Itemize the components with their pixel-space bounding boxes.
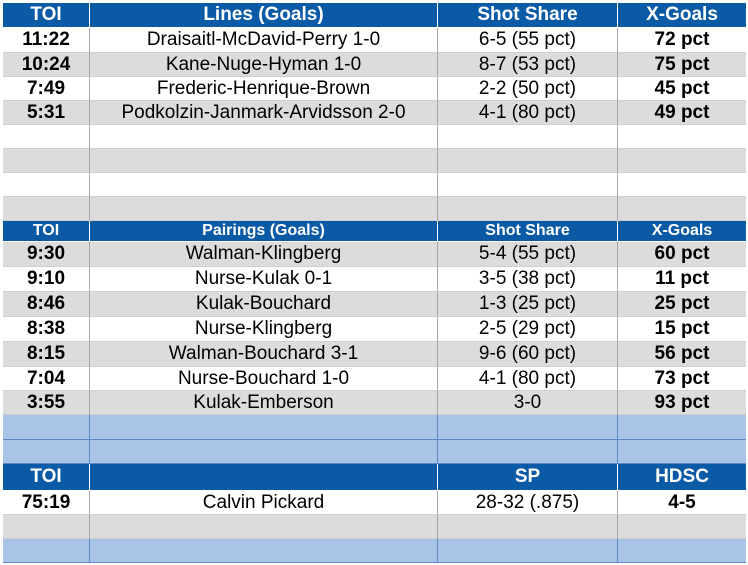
shot-share-cell: 4-1 (80 pct): [438, 367, 618, 391]
empty-cell: [90, 415, 438, 440]
line-cell: Podkolzin-Janmark-Arvidsson 2-0: [90, 101, 438, 125]
empty-row: [3, 440, 746, 464]
toi-cell: 7:04: [3, 367, 90, 391]
goalie-header-name: [90, 464, 438, 491]
empty-row: [3, 125, 746, 149]
shot-share-cell: 3-5 (38 pct): [438, 267, 618, 292]
x-goals-cell: 11 pct: [618, 267, 746, 292]
table-row: [3, 391, 746, 415]
empty-cell: [3, 515, 90, 539]
empty-cell: [3, 440, 90, 464]
empty-cell: [3, 173, 90, 197]
x-goals-cell: 60 pct: [618, 242, 746, 267]
x-goals-cell: 45 pct: [618, 77, 746, 101]
lines-header-x-goals: X-Goals: [618, 3, 746, 28]
lines-header-lines: Lines (Goals): [90, 3, 438, 28]
x-goals-cell: 56 pct: [618, 342, 746, 367]
empty-row: [3, 173, 746, 197]
toi-cell: 10:24: [3, 53, 90, 77]
table-row: [3, 101, 746, 125]
toi-cell: 3:55: [3, 391, 90, 415]
pairings-header-pairings: Pairings (Goals): [90, 221, 438, 242]
empty-cell: [90, 515, 438, 539]
toi-cell: 75:19: [3, 491, 90, 515]
empty-cell: [438, 539, 618, 563]
goalie-name-cell: Calvin Pickard: [90, 491, 438, 515]
stats-table: [3, 3, 746, 563]
pairing-cell: Walman-Klingberg: [90, 242, 438, 267]
goalie-header-hdsc: HDSC: [618, 464, 746, 491]
shot-share-cell: 3-0: [438, 391, 618, 415]
empty-cell: [90, 173, 438, 197]
empty-row: [3, 149, 746, 173]
pairing-cell: Nurse-Kulak 0-1: [90, 267, 438, 292]
table-row: [3, 53, 746, 77]
shot-share-cell: 5-4 (55 pct): [438, 242, 618, 267]
lines-header-toi: TOI: [3, 3, 90, 28]
x-goals-cell: 75 pct: [618, 53, 746, 77]
pairing-cell: Nurse-Bouchard 1-0: [90, 367, 438, 391]
shot-share-cell: 2-5 (29 pct): [438, 317, 618, 342]
table-row: [3, 267, 746, 292]
pairings-header-row: [3, 221, 746, 242]
shot-share-cell: 8-7 (53 pct): [438, 53, 618, 77]
empty-cell: [3, 539, 90, 563]
x-goals-cell: 49 pct: [618, 101, 746, 125]
empty-cell: [438, 440, 618, 464]
empty-row: [3, 539, 746, 563]
pairing-cell: Kulak-Bouchard: [90, 292, 438, 317]
shot-share-cell: 4-1 (80 pct): [438, 101, 618, 125]
toi-cell: 9:30: [3, 242, 90, 267]
pairing-cell: Nurse-Klingberg: [90, 317, 438, 342]
table-row: [3, 292, 746, 317]
goalie-header-sp: SP: [438, 464, 618, 491]
empty-cell: [3, 149, 90, 173]
line-cell: Kane-Nuge-Hyman 1-0: [90, 53, 438, 77]
toi-cell: 8:38: [3, 317, 90, 342]
empty-row: [3, 415, 746, 440]
pairing-cell: Walman-Bouchard 3-1: [90, 342, 438, 367]
x-goals-cell: 25 pct: [618, 292, 746, 317]
x-goals-cell: 72 pct: [618, 28, 746, 53]
toi-cell: 8:46: [3, 292, 90, 317]
table-row: [3, 491, 746, 515]
empty-cell: [438, 125, 618, 149]
x-goals-cell: 93 pct: [618, 391, 746, 415]
x-goals-cell: 73 pct: [618, 367, 746, 391]
empty-cell: [438, 149, 618, 173]
empty-cell: [3, 197, 90, 221]
goalie-header-row: [3, 464, 746, 491]
shot-share-cell: 1-3 (25 pct): [438, 292, 618, 317]
empty-cell: [90, 197, 438, 221]
x-goals-cell: 15 pct: [618, 317, 746, 342]
empty-row: [3, 515, 746, 539]
empty-cell: [438, 173, 618, 197]
empty-cell: [90, 539, 438, 563]
empty-cell: [618, 415, 746, 440]
toi-cell: 5:31: [3, 101, 90, 125]
empty-cell: [618, 197, 746, 221]
empty-cell: [3, 415, 90, 440]
lines-header-row: [3, 3, 746, 28]
empty-cell: [618, 515, 746, 539]
empty-cell: [90, 149, 438, 173]
table-row: [3, 317, 746, 342]
shot-share-cell: 6-5 (55 pct): [438, 28, 618, 53]
empty-cell: [618, 440, 746, 464]
hdsc-cell: 4-5: [618, 491, 746, 515]
toi-cell: 9:10: [3, 267, 90, 292]
pairings-header-x-goals: X-Goals: [618, 221, 746, 242]
empty-cell: [618, 125, 746, 149]
line-cell: Frederic-Henrique-Brown: [90, 77, 438, 101]
goalie-header-toi: TOI: [3, 464, 90, 491]
pairings-header-toi: TOI: [3, 221, 90, 242]
empty-cell: [438, 197, 618, 221]
table-row: [3, 342, 746, 367]
sp-cell: 28-32 (.875): [438, 491, 618, 515]
table-row: [3, 242, 746, 267]
toi-cell: 8:15: [3, 342, 90, 367]
empty-cell: [3, 125, 90, 149]
empty-cell: [618, 539, 746, 563]
pairings-header-shot-share: Shot Share: [438, 221, 618, 242]
pairing-cell: Kulak-Emberson: [90, 391, 438, 415]
line-cell: Draisaitl-McDavid-Perry 1-0: [90, 28, 438, 53]
empty-cell: [618, 149, 746, 173]
empty-cell: [618, 173, 746, 197]
table-row: [3, 28, 746, 53]
empty-cell: [90, 125, 438, 149]
shot-share-cell: 9-6 (60 pct): [438, 342, 618, 367]
lines-header-shot-share: Shot Share: [438, 3, 618, 28]
table-row: [3, 367, 746, 391]
empty-cell: [90, 440, 438, 464]
empty-cell: [438, 415, 618, 440]
empty-row: [3, 197, 746, 221]
toi-cell: 7:49: [3, 77, 90, 101]
table-row: [3, 77, 746, 101]
toi-cell: 11:22: [3, 28, 90, 53]
empty-cell: [438, 515, 618, 539]
shot-share-cell: 2-2 (50 pct): [438, 77, 618, 101]
